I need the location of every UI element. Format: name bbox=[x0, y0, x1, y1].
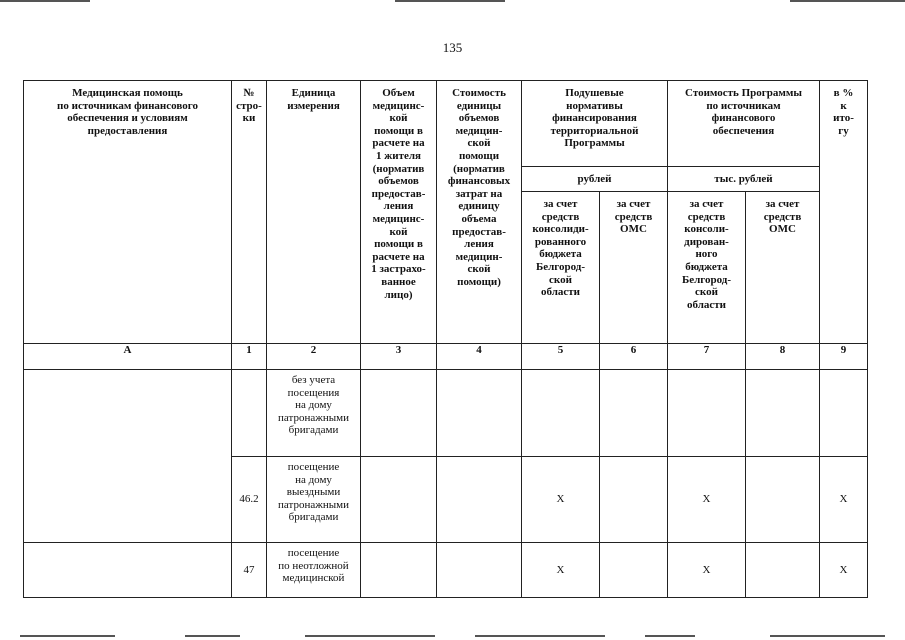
row-unit-cell: без учета посещения на дому патронажными бригадами bbox=[267, 370, 361, 457]
financing-table bbox=[23, 80, 868, 598]
header-col8-oms: за счет средств ОМС bbox=[746, 192, 820, 344]
column-number: 2 bbox=[267, 344, 361, 370]
bottom-scan-line-2 bbox=[185, 635, 240, 637]
row-cell: X bbox=[522, 457, 600, 543]
top-scan-line-right bbox=[790, 0, 905, 2]
header-program-cost: Стоимость Программы по источникам финансового обеспечения bbox=[668, 81, 820, 167]
row-line-cell bbox=[232, 370, 267, 457]
row-cell bbox=[820, 370, 868, 457]
bottom-scan-line-4 bbox=[475, 635, 605, 637]
row-cell bbox=[746, 370, 820, 457]
column-number: 3 bbox=[361, 344, 437, 370]
header-col7-regional-budget: за счет средств консоли- дирован- ного бюджета Белгород- ской области bbox=[668, 192, 746, 344]
column-number: 8 bbox=[746, 344, 820, 370]
page-number: 135 bbox=[442, 40, 463, 55]
table-row bbox=[24, 543, 868, 598]
header-unit-cost: Стоимость единицы объемов медицин- ской помощи (норматив финансовых затрат на единицу объема предостав- ления медицин- ской помощи) bbox=[437, 81, 522, 344]
row-cell bbox=[746, 543, 820, 598]
row-cell bbox=[600, 543, 668, 598]
header-per-capita: Подушевые нормативы финансирования территориальной Программы bbox=[522, 81, 668, 167]
row-cell bbox=[600, 370, 668, 457]
column-number: 1 bbox=[232, 344, 267, 370]
header-line-number: № стро- ки bbox=[232, 81, 267, 344]
row-line-cell: 47 bbox=[232, 543, 267, 598]
row-cell bbox=[600, 457, 668, 543]
row-cell bbox=[361, 370, 437, 457]
row-cell: X bbox=[522, 543, 600, 598]
row-cell: X bbox=[668, 457, 746, 543]
row-line-cell: 46.2 bbox=[232, 457, 267, 543]
column-number: 7 bbox=[668, 344, 746, 370]
row-unit-cell: посещение по неотложной медицинской bbox=[267, 543, 361, 598]
header-col5-regional-budget: за счет средств консолиди- рованного бюджета Белгород- ской области bbox=[522, 192, 600, 344]
row-cell bbox=[437, 543, 522, 598]
header-unit-thousand-rubles: тыс. рублей bbox=[668, 167, 820, 192]
header-percent: в % к ито- гу bbox=[820, 81, 868, 344]
column-number: 9 bbox=[820, 344, 868, 370]
row-cell: X bbox=[820, 543, 868, 598]
header-unit: Единица измерения bbox=[267, 81, 361, 344]
row-cell bbox=[746, 457, 820, 543]
bottom-scan-line-3 bbox=[305, 635, 435, 637]
bottom-scan-line-5 bbox=[645, 635, 695, 637]
row-unit-cell: посещение на дому выездными патронажными бригадами bbox=[267, 457, 361, 543]
top-scan-line-left bbox=[0, 0, 90, 2]
row-cell bbox=[437, 457, 522, 543]
row-cell: X bbox=[668, 543, 746, 598]
header-unit-rubles: рублей bbox=[522, 167, 668, 192]
table-row bbox=[24, 370, 868, 457]
row-name-cell bbox=[24, 370, 232, 543]
row-cell bbox=[361, 543, 437, 598]
header-medical-care: Медицинская помощь по источникам финансового обеспечения и условиям предоставления bbox=[24, 81, 232, 344]
row-name-cell bbox=[24, 543, 232, 598]
row-cell bbox=[361, 457, 437, 543]
row-cell bbox=[668, 370, 746, 457]
row-cell bbox=[437, 370, 522, 457]
column-number: А bbox=[24, 344, 232, 370]
bottom-scan-line-6 bbox=[770, 635, 885, 637]
top-scan-line-mid bbox=[395, 0, 505, 2]
column-number: 5 bbox=[522, 344, 600, 370]
row-cell bbox=[522, 370, 600, 457]
header-col6-oms: за счет средств ОМС bbox=[600, 192, 668, 344]
row-cell: X bbox=[820, 457, 868, 543]
column-number: 4 bbox=[437, 344, 522, 370]
column-number: 6 bbox=[600, 344, 668, 370]
bottom-scan-line-1 bbox=[20, 635, 115, 637]
header-volume: Объем медицинс- кой помощи в расчете на 1 жителя (норматив объемов предостав- ления медицинс- кой помощи в расчете на 1 застрахо- ванное лицо) bbox=[361, 81, 437, 344]
